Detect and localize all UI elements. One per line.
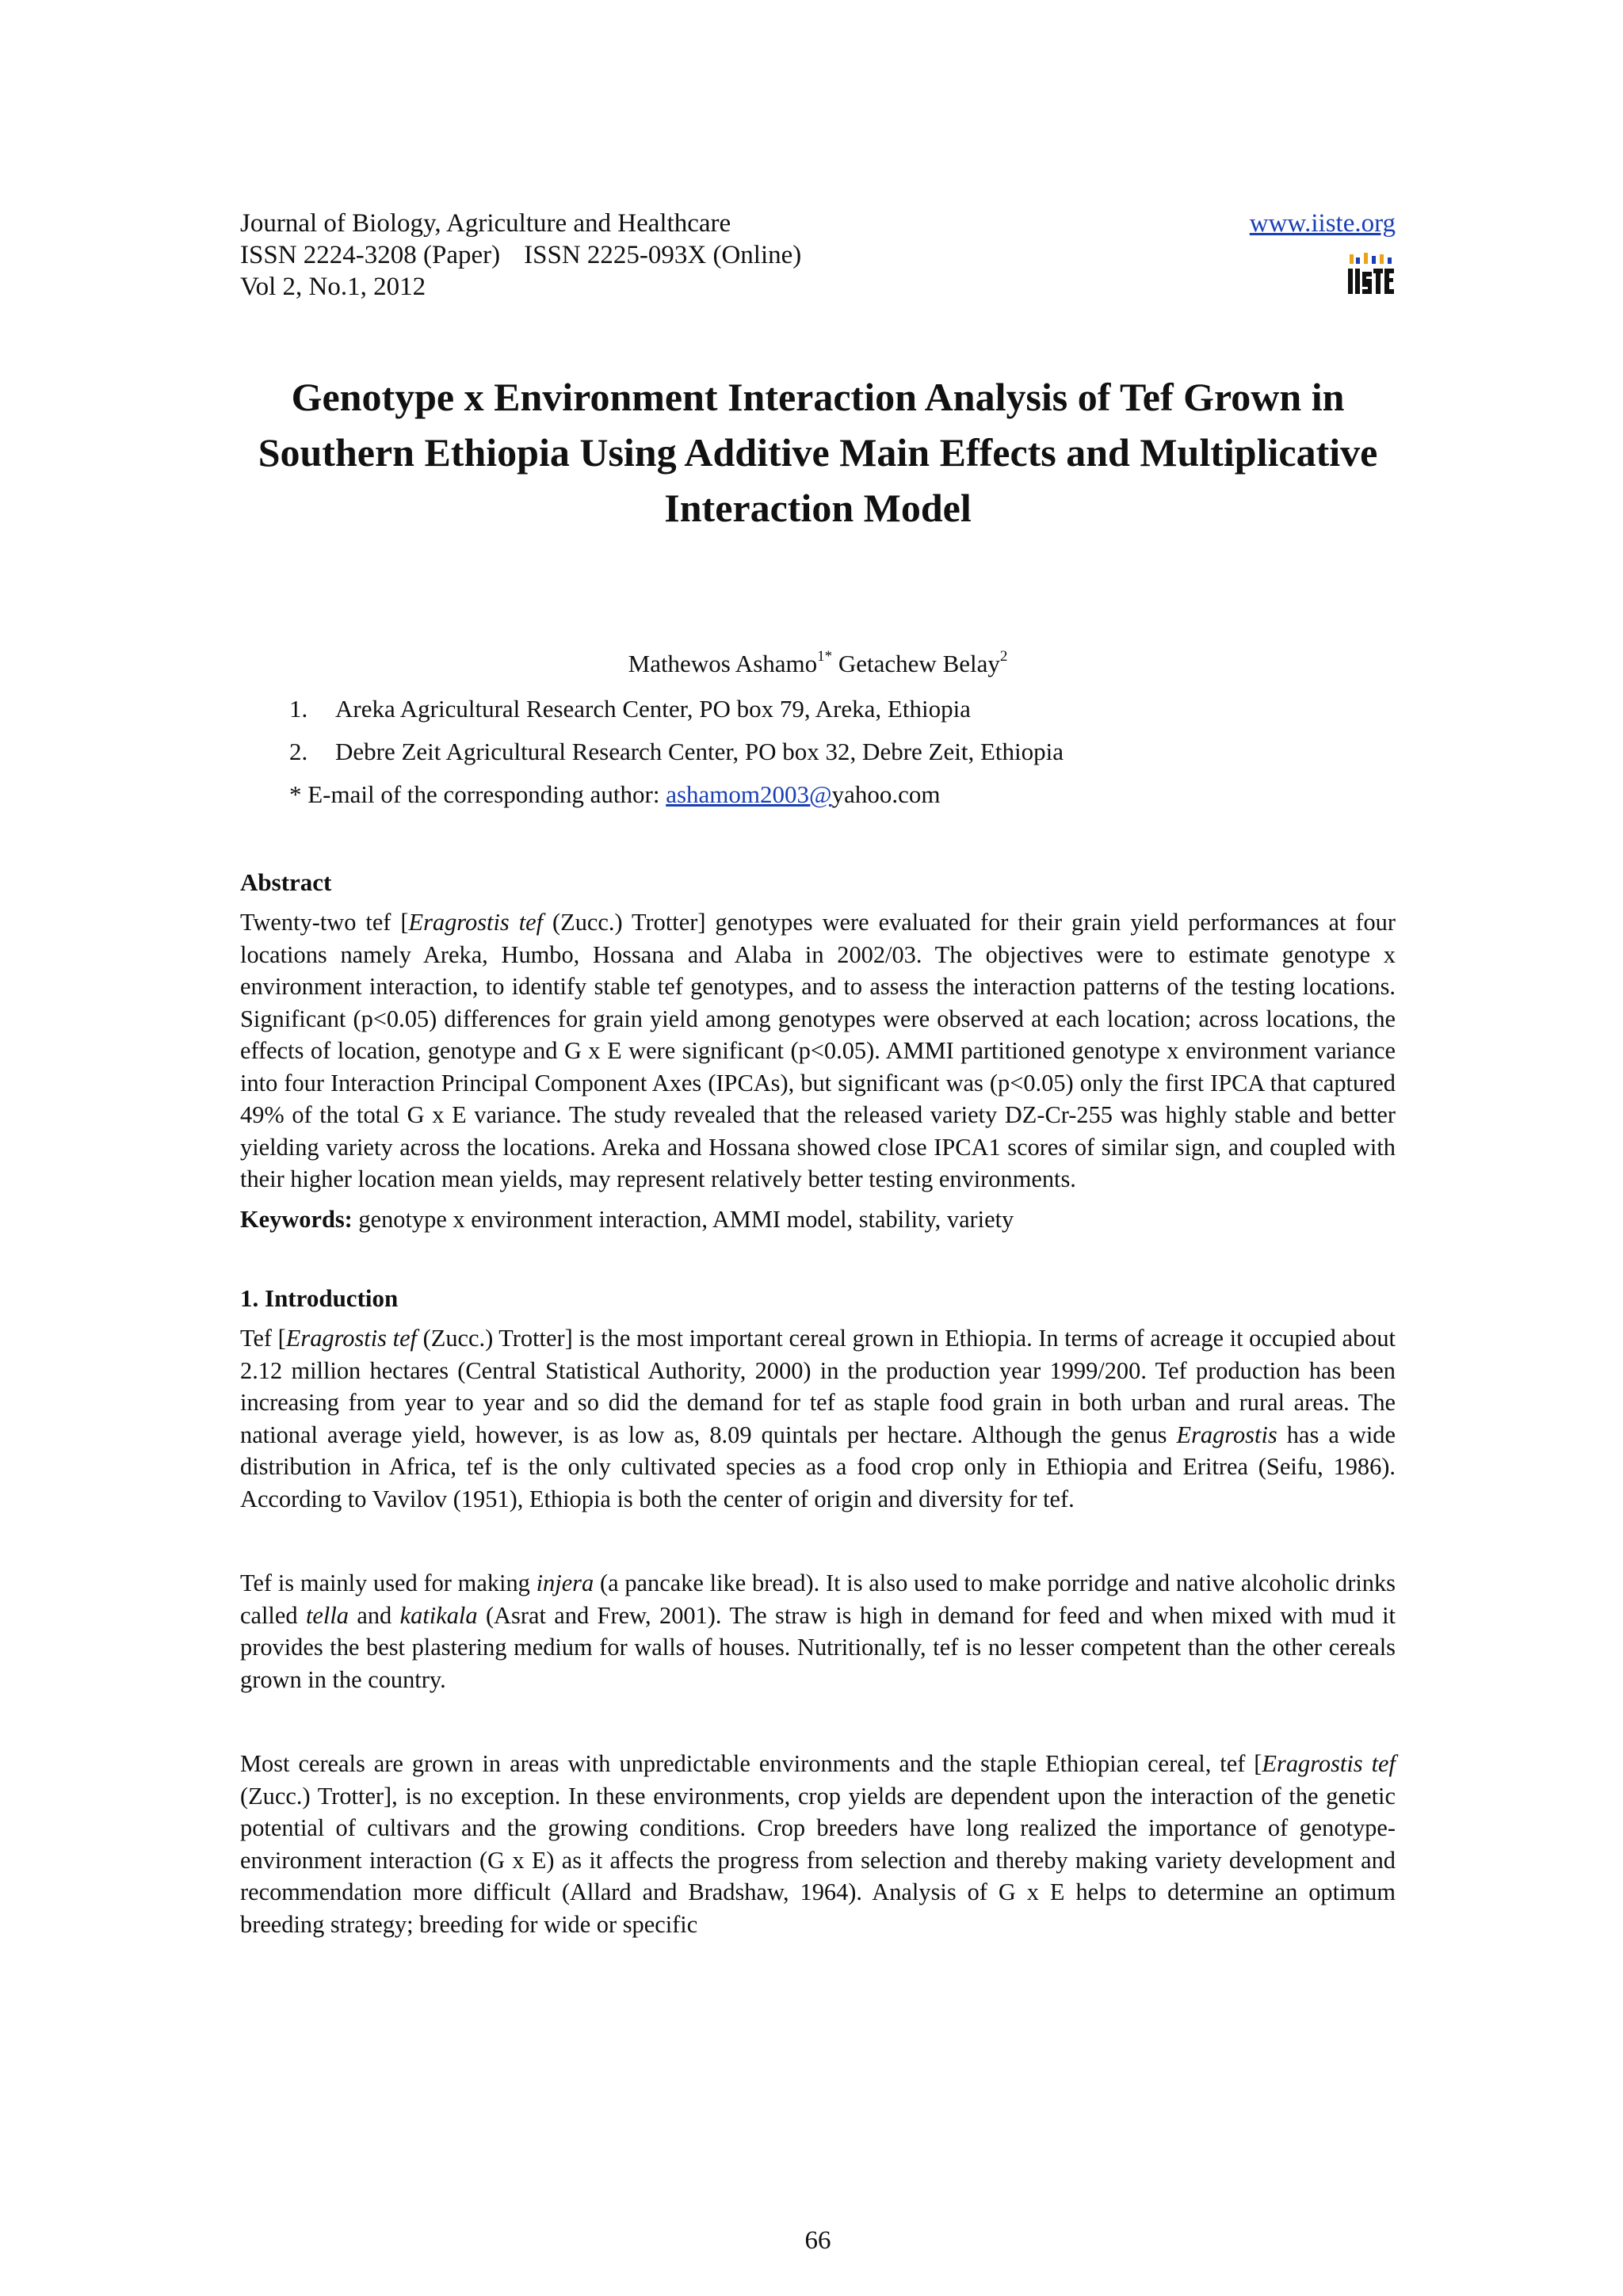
affiliations (240, 688, 1396, 816)
author-2-affiliation-mark: 2 (999, 648, 1008, 665)
page-number: 66 (804, 2226, 831, 2255)
abstract-text: Twenty-two tef [Eragrostis tef (Zucc.) Trotter] genotypes were evaluated for their grain yield performances at four locations namely Areka, Humbo, Hossana and Alaba in 2002/03. The objectives were to estimate genotype x environment interaction, to identify stable tef genotypes, and to assess the interaction patterns of the testing locations. Significant (p<0.05) differences for grain yield among genotypes were observed at each location; across locations, the effects of location, genotype and G x E were significant (p<0.05). AMMI partitioned genotype x environment variance into four Interaction Principal Component Axes (IPCAs), but significant was (p<0.05) only the first IPCA that captured 49% of the total G x E variance. The study revealed that the released variety DZ-Cr-255 was highly stable and better yielding variety across the locations. Areka and Hossana showed close IPCA1 scores of similar sign, and coupled with their higher location mean yields, may represent relatively better testing environments. (240, 909, 1396, 1192)
author-1-affiliation-mark: 1* (817, 648, 833, 665)
keywords: Keywords: genotype x environment interaction, AMMI model, stability, variety (240, 1205, 1014, 1233)
corresponding-author: * E-mail of the corresponding author: ashamom2003@yahoo.com (289, 780, 941, 808)
intro-paragraph-2: Tef is mainly used for making injera (a pancake like bread). It is also used to make porridge and native alcoholic drinks called tella and katikala (Asrat and Frew, 2001). The straw is high in demand for feed and when mixed with mud it provides the best plastering medium for walls of houses. Nutritionally, tef is no lesser competent than the other cereals grown in the country. (240, 1569, 1396, 1693)
journal-info (240, 208, 1396, 303)
intro-paragraph-3: Most cereals are grown in areas with unpredictable environments and the staple Ethiopian cereal, tef [Eragrostis tef (Zucc.) Trotter], is no exception. In these environments, crop yields are dependent upon the interaction of the genetic potential of cultivars and the growing conditions. Crop breeders have long realized the importance of genotype-environment interaction (G x E) as it affects the progress from selection and thereby making variety development and recommendation more difficult (Allard and Bradshaw, 1964). Analysis of G x E helps to determine an optimum breeding strategy; breeding for wide or specific (240, 1750, 1396, 1938)
issn-line (240, 239, 1396, 271)
paper-title: Genotype x Environment Interaction Analysis of Tef Grown in Southern Ethiopia Using Additive Main Effects and Multiplicative Interaction Model (258, 375, 1378, 530)
volume-info: Vol 2, No.1, 2012 (240, 273, 426, 301)
iiste-logo-icon (1345, 251, 1396, 308)
email-link[interactable]: ashamom2003@ (666, 780, 832, 808)
journal-header (240, 208, 1396, 311)
author-line (240, 648, 1396, 680)
author-2: Getachew Belay (838, 650, 1000, 677)
issn-paper: ISSN 2224-3208 (Paper) (240, 241, 501, 269)
abstract-heading: Abstract (240, 868, 332, 896)
journal-name: Journal of Biology, Agriculture and Healthcare (240, 209, 731, 238)
author-1: Mathewos Ashamo (628, 650, 818, 677)
keywords-label: Keywords: (240, 1205, 353, 1233)
affiliation-item: 1. Areka Agricultural Research Center, PO box 79, Areka, Ethiopia (289, 695, 971, 723)
affiliation-item: 2. Debre Zeit Agricultural Research Center, PO box 32, Debre Zeit, Ethiopia (289, 738, 1064, 765)
intro-paragraph-1: Tef [Eragrostis tef (Zucc.) Trotter] is the most important cereal grown in Ethiopia. In terms of acreage it occupied about 2.12 million hectares (Central Statistical Authority, 2000) in the production year 1999/200. Tef production has been increasing from year to year and so did the demand for tef as staple food grain in both urban and rural areas. The national average yield, however, is as low as, 8.09 quintals per hectare. Although the genus Eragrostis has a wide distribution in Africa, tef is the only cultivated species as a food crop only in Ethiopia and Eritrea (Seifu, 1986). According to Vavilov (1951), Ethiopia is both the center of origin and diversity for tef. (240, 1325, 1396, 1512)
issn-online: ISSN 2225-093X (Online) (524, 241, 802, 269)
paper-page (240, 208, 1396, 2255)
journal-website-link[interactable]: www.iiste.org (1249, 209, 1396, 238)
introduction-heading: 1. Introduction (240, 1284, 399, 1312)
